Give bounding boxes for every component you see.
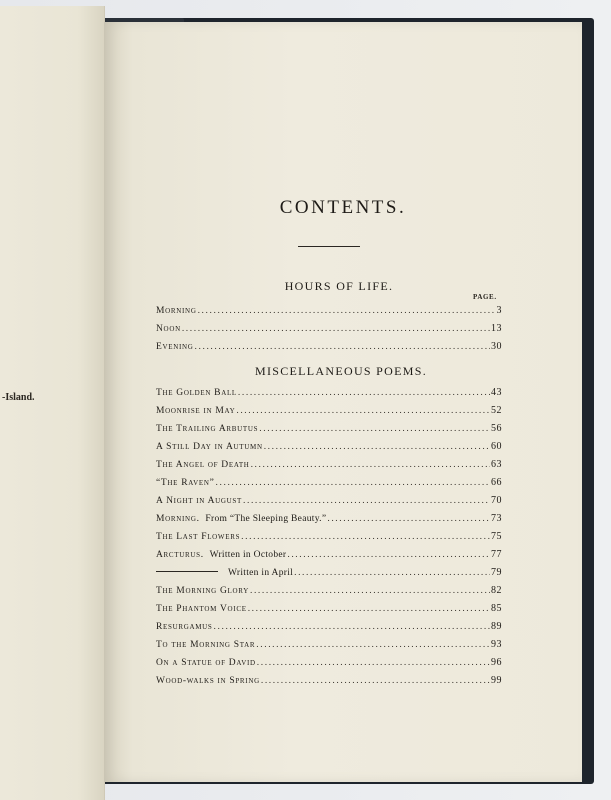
section-heading-hours-of-life: HOURS OF LIFE.: [284, 279, 394, 293]
left-page-fragment: -Island.: [2, 392, 35, 403]
leader-dots: [251, 460, 490, 470]
entry-page: 96: [491, 657, 502, 668]
leader-dots: [261, 676, 490, 686]
toc-entry: [156, 305, 502, 318]
entry-title: The Morning Glory: [156, 586, 249, 596]
left-page: [0, 6, 105, 800]
entry-page: 13: [491, 323, 502, 334]
entry-page: 52: [491, 405, 502, 416]
entry-title: The Trailing Arbutus: [156, 424, 259, 434]
contents-page: [104, 22, 582, 782]
leader-dots: [216, 478, 490, 488]
toc-entry: [156, 495, 502, 508]
leader-dots: [287, 550, 490, 560]
toc-entry: [156, 341, 502, 354]
leader-dots: [327, 514, 490, 524]
toc-entry: [156, 657, 502, 670]
title-rule: [298, 246, 360, 247]
entry-title: Morning: [156, 306, 197, 316]
entry-page: 77: [491, 549, 502, 560]
entry-page: 70: [491, 495, 502, 506]
leader-dots: [236, 406, 490, 416]
toc-entry: [156, 405, 502, 418]
entry-page: 30: [491, 341, 502, 352]
leader-dots: [256, 640, 490, 650]
leader-dots: [238, 388, 490, 398]
leader-dots: [198, 306, 496, 316]
toc-entry: [156, 549, 502, 562]
entry-title: Resurgamus: [156, 622, 213, 632]
page-title: CONTENTS.: [279, 197, 407, 218]
entry-title: The Golden Ball: [156, 388, 237, 398]
entry-title: “The Raven”: [156, 478, 215, 488]
entry-page: 79: [491, 567, 502, 578]
entry-title: Arcturus.: [156, 550, 204, 560]
leader-dots: [264, 442, 490, 452]
toc-entry: [156, 387, 502, 400]
entry-subtitle: From “The Sleeping Beauty.”: [205, 514, 327, 524]
entry-page: 3: [496, 305, 502, 316]
entry-page: 93: [491, 639, 502, 650]
entry-subtitle: Written in October: [209, 550, 287, 560]
leader-dots: [250, 586, 490, 596]
toc-entry: [156, 323, 502, 336]
leader-dots: [257, 658, 490, 668]
leader-dots: [243, 496, 490, 506]
entry-subtitle: Written in April: [228, 568, 294, 578]
entry-title: A Night in August: [156, 496, 242, 506]
toc-entry: [156, 603, 502, 616]
entry-title: Morning.: [156, 514, 200, 524]
toc-entry: [156, 459, 502, 472]
leader-dots: [214, 622, 490, 632]
toc-entry: [156, 639, 502, 652]
entry-page: 60: [491, 441, 502, 452]
entry-page: 85: [491, 603, 502, 614]
ditto-dash: [156, 571, 218, 572]
entry-page: 43: [491, 387, 502, 398]
entry-title: The Phantom Voice: [156, 604, 247, 614]
leader-dots: [248, 604, 490, 614]
entry-page: 75: [491, 531, 502, 542]
toc-entry: [156, 441, 502, 454]
leader-dots: [195, 342, 490, 352]
toc-entry: [156, 621, 502, 634]
entry-title: Moonrise in May: [156, 406, 236, 416]
entry-title: The Last Flowers: [156, 532, 241, 542]
entry-page: 89: [491, 621, 502, 632]
entry-page: 73: [491, 513, 502, 524]
leader-dots: [294, 568, 490, 578]
entry-title: To the Morning Star: [156, 640, 256, 650]
entry-title: The Angel of Death: [156, 460, 250, 470]
entry-page: 99: [491, 675, 502, 686]
toc-entry: [156, 585, 502, 598]
entry-page: 63: [491, 459, 502, 470]
entry-title: Noon: [156, 324, 181, 334]
toc-entry: [156, 531, 502, 544]
toc-entry: [156, 567, 502, 580]
entry-title: On a Statue of David: [156, 658, 256, 668]
toc-entry: [156, 675, 502, 688]
toc-entry: [156, 477, 502, 490]
leader-dots: [182, 324, 490, 334]
toc-entry: [156, 513, 502, 526]
leader-dots: [241, 532, 490, 542]
entry-title: Evening: [156, 342, 194, 352]
entry-page: 66: [491, 477, 502, 488]
leader-dots: [259, 424, 490, 434]
entry-page: 56: [491, 423, 502, 434]
page-column-label: PAGE.: [473, 293, 497, 301]
section-heading-miscellaneous-poems: MISCELLANEOUS POEMS.: [254, 364, 427, 378]
entry-title: A Still Day in Autumn: [156, 442, 263, 452]
toc-entry: [156, 423, 502, 436]
entry-page: 82: [491, 585, 502, 596]
entry-title: Wood-walks in Spring: [156, 676, 260, 686]
